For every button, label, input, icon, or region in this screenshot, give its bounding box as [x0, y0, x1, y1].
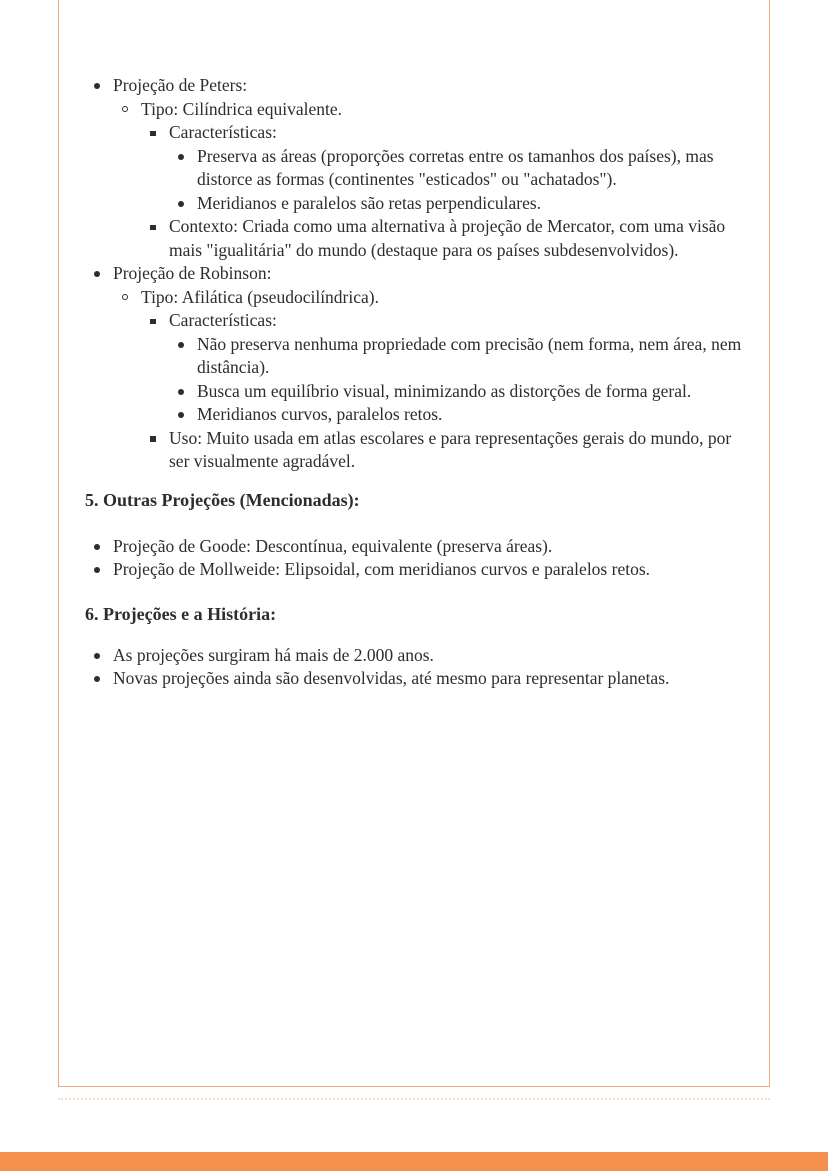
list-item-peters-tipo	[113, 98, 745, 263]
section-6-heading: 6. Projeções e a História:	[85, 603, 277, 624]
peters-sublist	[113, 98, 745, 263]
disc-bullet-icon	[94, 676, 100, 682]
list-item-peters-caracteristicas	[141, 121, 745, 215]
list-item-text: Preserva as áreas (proporções corretas entre os tamanhos dos países), mas distorce as formas (continentes "esticados" ou "achatados").	[197, 145, 714, 189]
peters-tipo-sublist	[141, 121, 745, 262]
list-item-mollweide	[85, 558, 745, 582]
list-item-text: Contexto: Criada como uma alternativa à projeção de Mercator, com uma visão mais "igualitária" do mundo (destaque para os países subdesenvolvidos).	[169, 216, 726, 260]
square-bullet-icon	[150, 131, 156, 137]
bottom-accent-bar	[0, 1152, 828, 1171]
disc-bullet-icon	[178, 154, 184, 160]
list-item-text: Meridianos e paralelos são retas perpendiculares.	[197, 192, 542, 213]
section-5-list	[85, 535, 745, 582]
list-item-robinson-uso	[141, 427, 745, 474]
list-item-text: Características:	[169, 310, 277, 330]
list-item-text: Tipo: Cilíndrica equivalente.	[141, 98, 343, 119]
disc-bullet-icon	[178, 389, 184, 395]
projections-list	[85, 74, 745, 474]
disc-bullet-icon	[94, 83, 100, 89]
list-item-peters-contexto	[141, 215, 745, 262]
square-bullet-icon	[150, 225, 156, 231]
section-5-heading: 5. Outras Projeções (Mencionadas):	[85, 489, 360, 510]
list-item-robinson-carac-3	[169, 403, 745, 427]
list-item-text: Não preserva nenhuma propriedade com precisão (nem forma, nem área, nem distância).	[197, 333, 742, 377]
page-content	[59, 0, 769, 691]
list-item-text: Projeção de Mollweide: Elipsoidal, com meridianos curvos e paralelos retos.	[113, 559, 651, 579]
list-item-text: Projeção de Goode: Descontínua, equivalente (preserva áreas).	[113, 535, 553, 556]
list-item-robinson-carac-1	[169, 333, 745, 380]
list-item-robinson-carac-2	[169, 380, 745, 404]
disc-bullet-icon	[94, 271, 100, 277]
disc-bullet-icon	[178, 342, 184, 348]
list-item-text: Busca um equilíbrio visual, minimizando as distorções de forma geral.	[197, 380, 692, 401]
list-item-peters-carac-1	[169, 145, 745, 192]
disc-bullet-icon	[178, 201, 184, 207]
disc-bullet-icon	[94, 653, 100, 659]
list-item-text: Características:	[169, 122, 277, 142]
list-item-text: Tipo: Afilática (pseudocilíndrica).	[141, 286, 379, 307]
square-bullet-icon	[150, 319, 156, 325]
robinson-tipo-sublist	[141, 309, 745, 474]
list-item-text: Uso: Muito usada em atlas escolares e para representações gerais do mundo, por ser visualmente agradável.	[169, 427, 732, 471]
square-bullet-icon	[150, 436, 156, 442]
robinson-caracteristicas-sublist	[169, 333, 745, 427]
list-item-text: Projeção de Peters:	[113, 75, 248, 95]
list-item-robinson-tipo	[113, 286, 745, 474]
list-item-robinson	[85, 262, 745, 474]
peters-caracteristicas-sublist	[169, 145, 745, 216]
list-item-text: Novas projeções ainda são desenvolvidas, até mesmo para representar planetas.	[113, 668, 670, 688]
disc-bullet-icon	[94, 544, 100, 550]
disc-bullet-icon	[94, 567, 100, 573]
section-6-list	[85, 644, 745, 691]
circle-bullet-icon	[122, 294, 128, 300]
list-item-text: Projeção de Robinson:	[113, 263, 272, 283]
page-separator-line	[58, 1098, 770, 1100]
disc-bullet-icon	[178, 412, 184, 418]
list-item-text: Meridianos curvos, paralelos retos.	[197, 404, 443, 424]
list-item-text: As projeções surgiram há mais de 2.000 anos.	[113, 644, 434, 665]
list-item-goode	[85, 535, 745, 559]
list-item-robinson-caracteristicas	[141, 309, 745, 427]
list-item-peters	[85, 74, 745, 262]
list-item-historia-1	[85, 644, 745, 668]
robinson-sublist	[113, 286, 745, 474]
list-item-historia-2	[85, 667, 745, 691]
list-item-peters-carac-2	[169, 192, 745, 216]
page-border-box	[58, 0, 770, 1087]
circle-bullet-icon	[122, 106, 128, 112]
